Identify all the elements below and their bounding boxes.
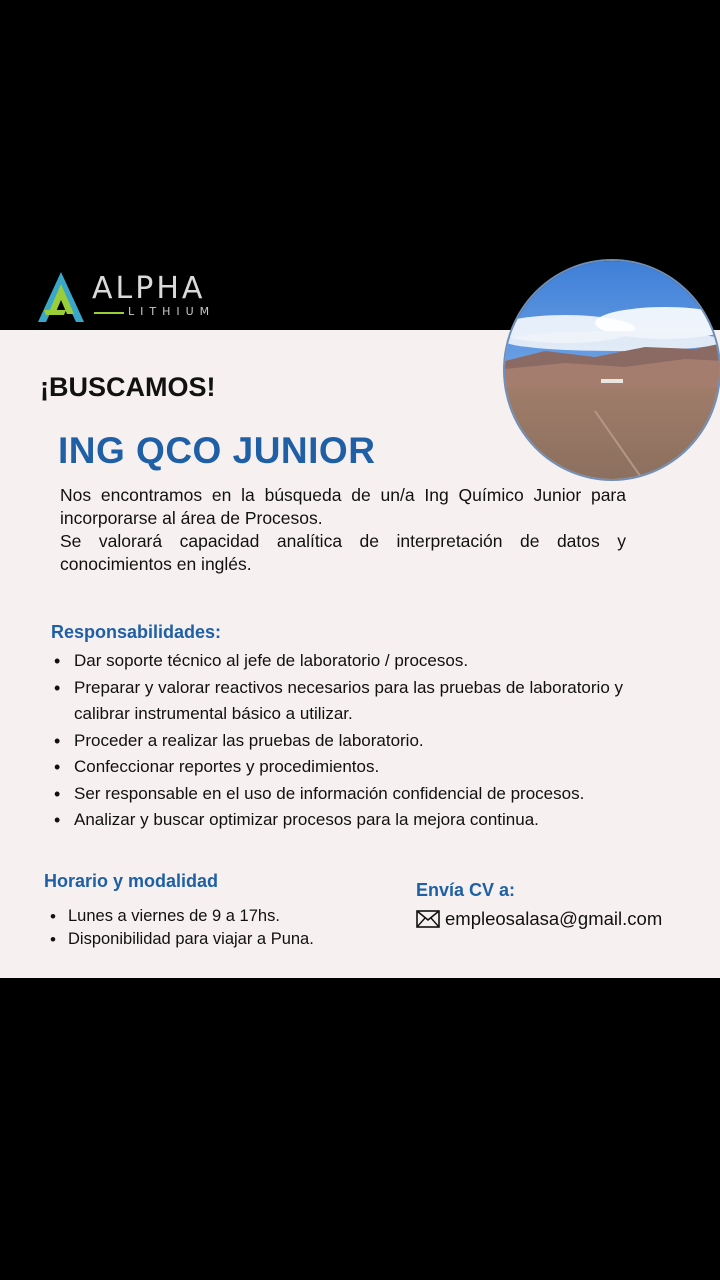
intro-paragraph: Se valorará capacidad analítica de interpretación de datos y conocimientos en inglés. [60, 531, 626, 574]
list-item: • Proceder a realizar las pruebas de laboratorio. [52, 728, 632, 755]
list-item: • Ser responsable en el uso de información confidencial de procesos. [52, 781, 632, 808]
logo-mark-icon [36, 270, 86, 326]
email-address[interactable]: empleosalasa@gmail.com [445, 908, 663, 929]
list-item: • Analizar y buscar optimizar procesos para la mejora continua. [52, 807, 632, 834]
list-item: • Dar soporte técnico al jefe de laboratorio / procesos. [52, 648, 632, 675]
responsibilities-list [52, 648, 632, 834]
job-title: ING QCO JUNIOR [58, 430, 376, 471]
schedule-list [48, 905, 388, 951]
logo-subtitle: LITHIUM [128, 305, 216, 318]
list-item: • Disponibilidad para viajar a Puna. [48, 928, 388, 951]
logo-wordmark: ALPHA [92, 271, 206, 306]
list-item: • Lunes a viernes de 9 a 17hs. [48, 905, 388, 928]
intro-text [60, 484, 626, 576]
contact-email[interactable] [416, 908, 662, 930]
envelope-icon [416, 910, 440, 928]
list-item: • Preparar y valorar reactivos necesarios para las pruebas de laboratorio y calibrar instrumental básico a utilizar. [52, 675, 632, 728]
responsibilities-heading: Responsabilidades: [51, 622, 222, 642]
schedule-heading: Horario y modalidad [44, 871, 219, 891]
send-cv-heading: Envía CV a: [416, 880, 516, 900]
buscamos-heading: ¡BUSCAMOS! [40, 372, 216, 402]
intro-paragraph: Nos encontramos en la búsqueda de un/a Ing Químico Junior para incorporarse al área de Procesos. [60, 485, 626, 528]
list-item: • Confeccionar reportes y procedimientos. [52, 754, 632, 781]
landscape-photo [503, 259, 720, 481]
alpha-lithium-logo [36, 268, 246, 326]
logo-underline [94, 312, 124, 314]
